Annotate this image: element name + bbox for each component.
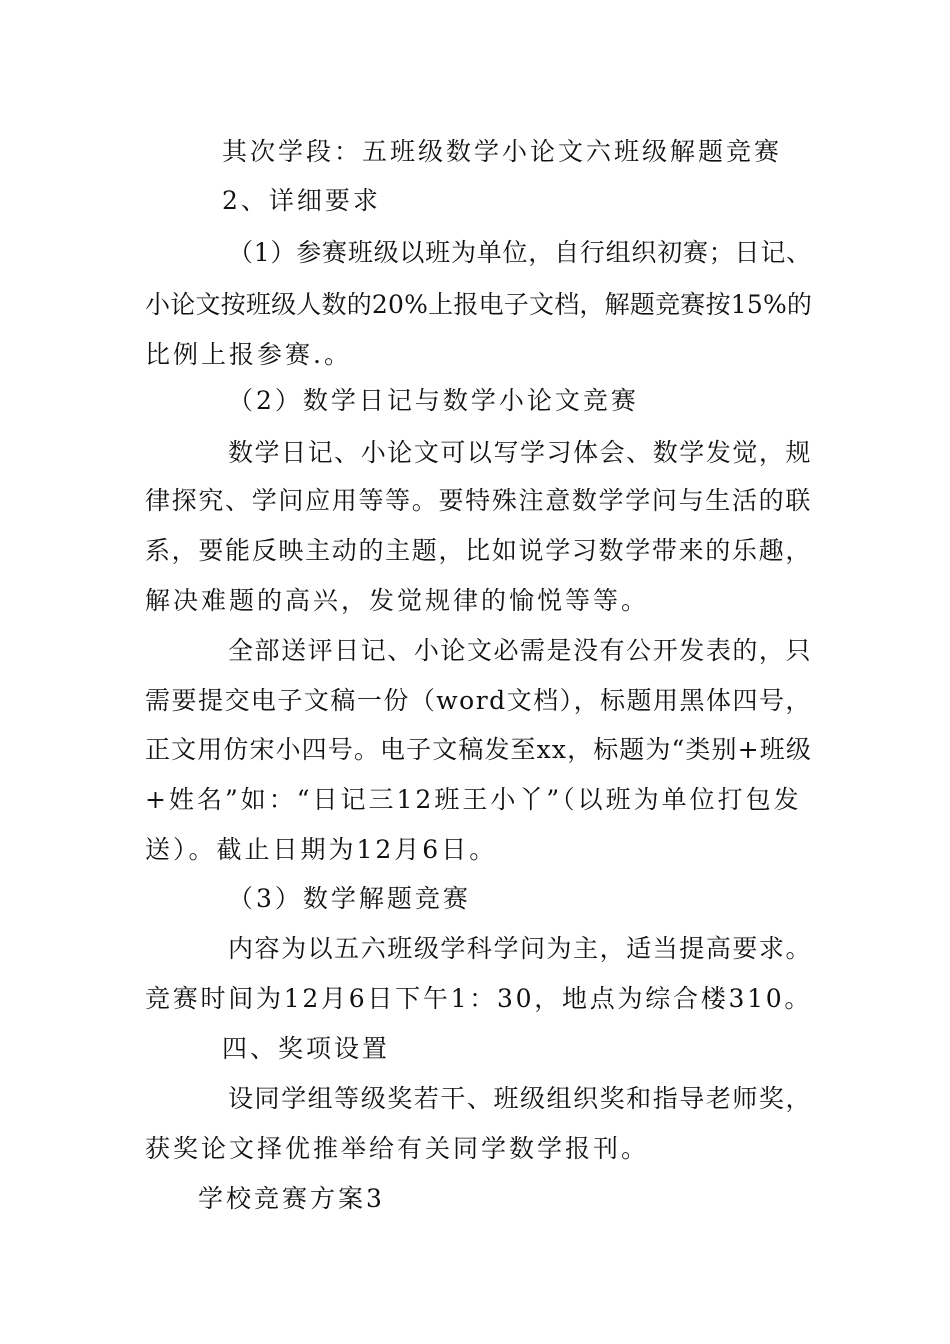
text-line: 竞赛时间为12月6日下午1：30，地点为综合楼310。: [145, 984, 813, 1013]
text-line: 小论文按班级人数的20%上报电子文档，解题竞赛按15%的: [145, 290, 813, 319]
text-line: 全部送评日记、小论文必需是没有公开发表的，只: [228, 636, 813, 665]
text-line: 数学日记、小论文可以写学习体会、数学发觉，规: [228, 438, 813, 467]
text-line: （3）数学解题竞赛: [228, 884, 471, 913]
text-line: +姓名”如：“日记三12班王小丫”（以班为单位打包发: [145, 785, 802, 814]
text-line: 其次学段：五班级数学小论文六班级解题竞赛: [222, 137, 783, 166]
text-line: 送）。截止日期为12月6日。: [145, 835, 498, 864]
text-line: 系，要能反映主动的主题，比如说学习数学带来的乐趣，: [145, 536, 813, 565]
text-line: 内容为以五六班级学科学问为主，适当提高要求。: [228, 934, 813, 963]
text-line: 获奖论文择优推举给有关同学数学报刊。: [145, 1134, 650, 1163]
text-line: （1）参赛班级以班为单位，自行组织初赛；日记、: [228, 238, 812, 267]
text-line: 比例上报参赛.。: [145, 340, 352, 369]
text-line: 律探究、学问应用等等。要特殊注意数学学问与生活的联: [145, 486, 813, 515]
text-line: 正文用仿宋小四号。电子文稿发至xx，标题为“类别+班级: [145, 735, 812, 764]
text-line: （2）数学日记与数学小论文竞赛: [228, 386, 639, 415]
text-line: 需要提交电子文稿一份（word文档），标题用黑体四号，: [145, 686, 812, 715]
text-line: 设同学组等级奖若干、班级组织奖和指导老师奖，: [228, 1084, 813, 1113]
text-line: 学校竞赛方案3: [198, 1184, 385, 1213]
text-line: 解决难题的高兴，发觉规律的愉悦等等。: [145, 586, 650, 615]
text-line: 2、详细要求: [222, 186, 381, 215]
text-line: 四、奖项设置: [222, 1034, 391, 1063]
